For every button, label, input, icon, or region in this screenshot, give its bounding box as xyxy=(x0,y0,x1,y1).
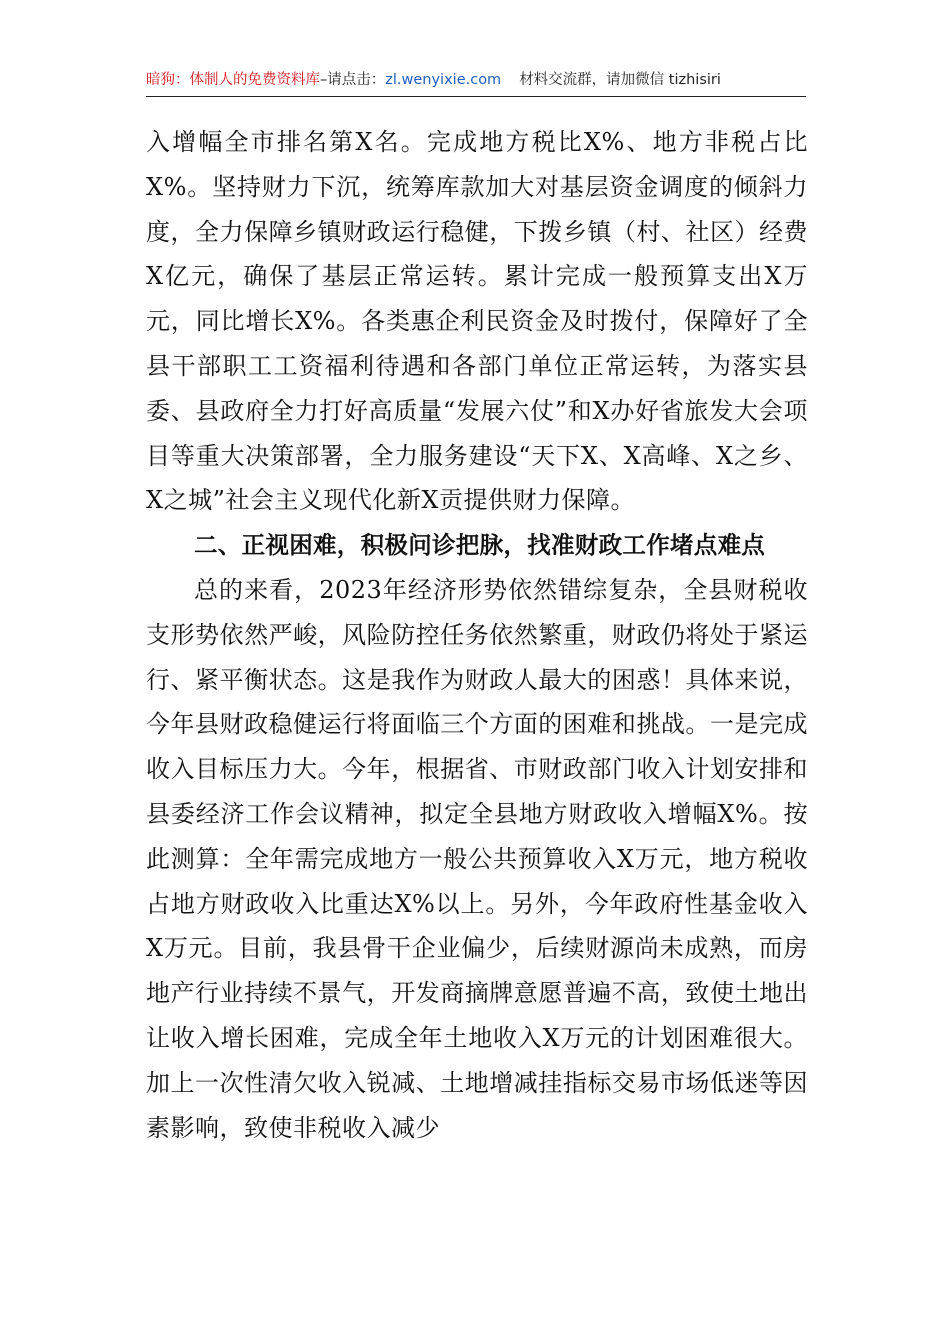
page-header xyxy=(146,66,806,97)
header-brand: 暗狗：体制人的免费资料库 xyxy=(146,72,320,88)
header-contact: 材料交流群，请加微信 tizhisiri xyxy=(519,72,721,88)
paragraph-1: 入增幅全市排名第X名。完成地方税比X%、地方非税占比X%。坚持财力下沉，统筹库款加大对基层资金调度的倾斜力度，全力保障乡镇财政运行稳健，下拨乡镇（村、社区）经费X亿元，确保了基层正常运转。累计完成一般预算支出X万元，同比增长X%。各类惠企利民资金及时拨付，保障好了全县干部职工工资福利待遇和各部门单位正常运转，为落实县委、县政府全力打好高质量“发展六仗”和X办好省旅发大会项目等重大决策部署，全力服务建设“天下X、X高峰、X之乡、X之城”社会主义现代化新X贡提供财力保障。 xyxy=(146,128,808,515)
section-heading-2: 二、正视困难，积极问诊把脉，找准财政工作堵点难点 xyxy=(194,531,766,560)
document-body xyxy=(146,120,808,1150)
header-separator: –请点击： xyxy=(320,72,386,88)
header-url-link[interactable]: zl.wenyixie.com xyxy=(385,72,502,88)
paragraph-2: 总的来看，2023年经济形势依然错综复杂，全县财税收支形势依然严峻，风险防控任务依然繁重，财政仍将处于紧运行、紧平衡状态。这是我作为财政人最大的困惑！具体来说，今年县财政稳健运行将面临三个方面的困难和挑战。一是完成收入目标压力大。今年，根据省、市财政部门收入计划安排和县委经济工作会议精神，拟定全县地方财政收入增幅X%。按此测算：全年需完成地方一般公共预算收入X万元，地方税收占地方财政收入比重达X%以上。另外，今年政府性基金收入X万元。目前，我县骨干企业偏少，后续财源尚未成熟，而房地产行业持续不景气，开发商摘牌意愿普遍不高，致使土地出让收入增长困难，完成全年土地收入X万元的计划困难很大。加上一次性清欠收入锐减、土地增减挂指标交易市场低迷等因素影响，致使非税收入减少 xyxy=(146,575,808,1142)
